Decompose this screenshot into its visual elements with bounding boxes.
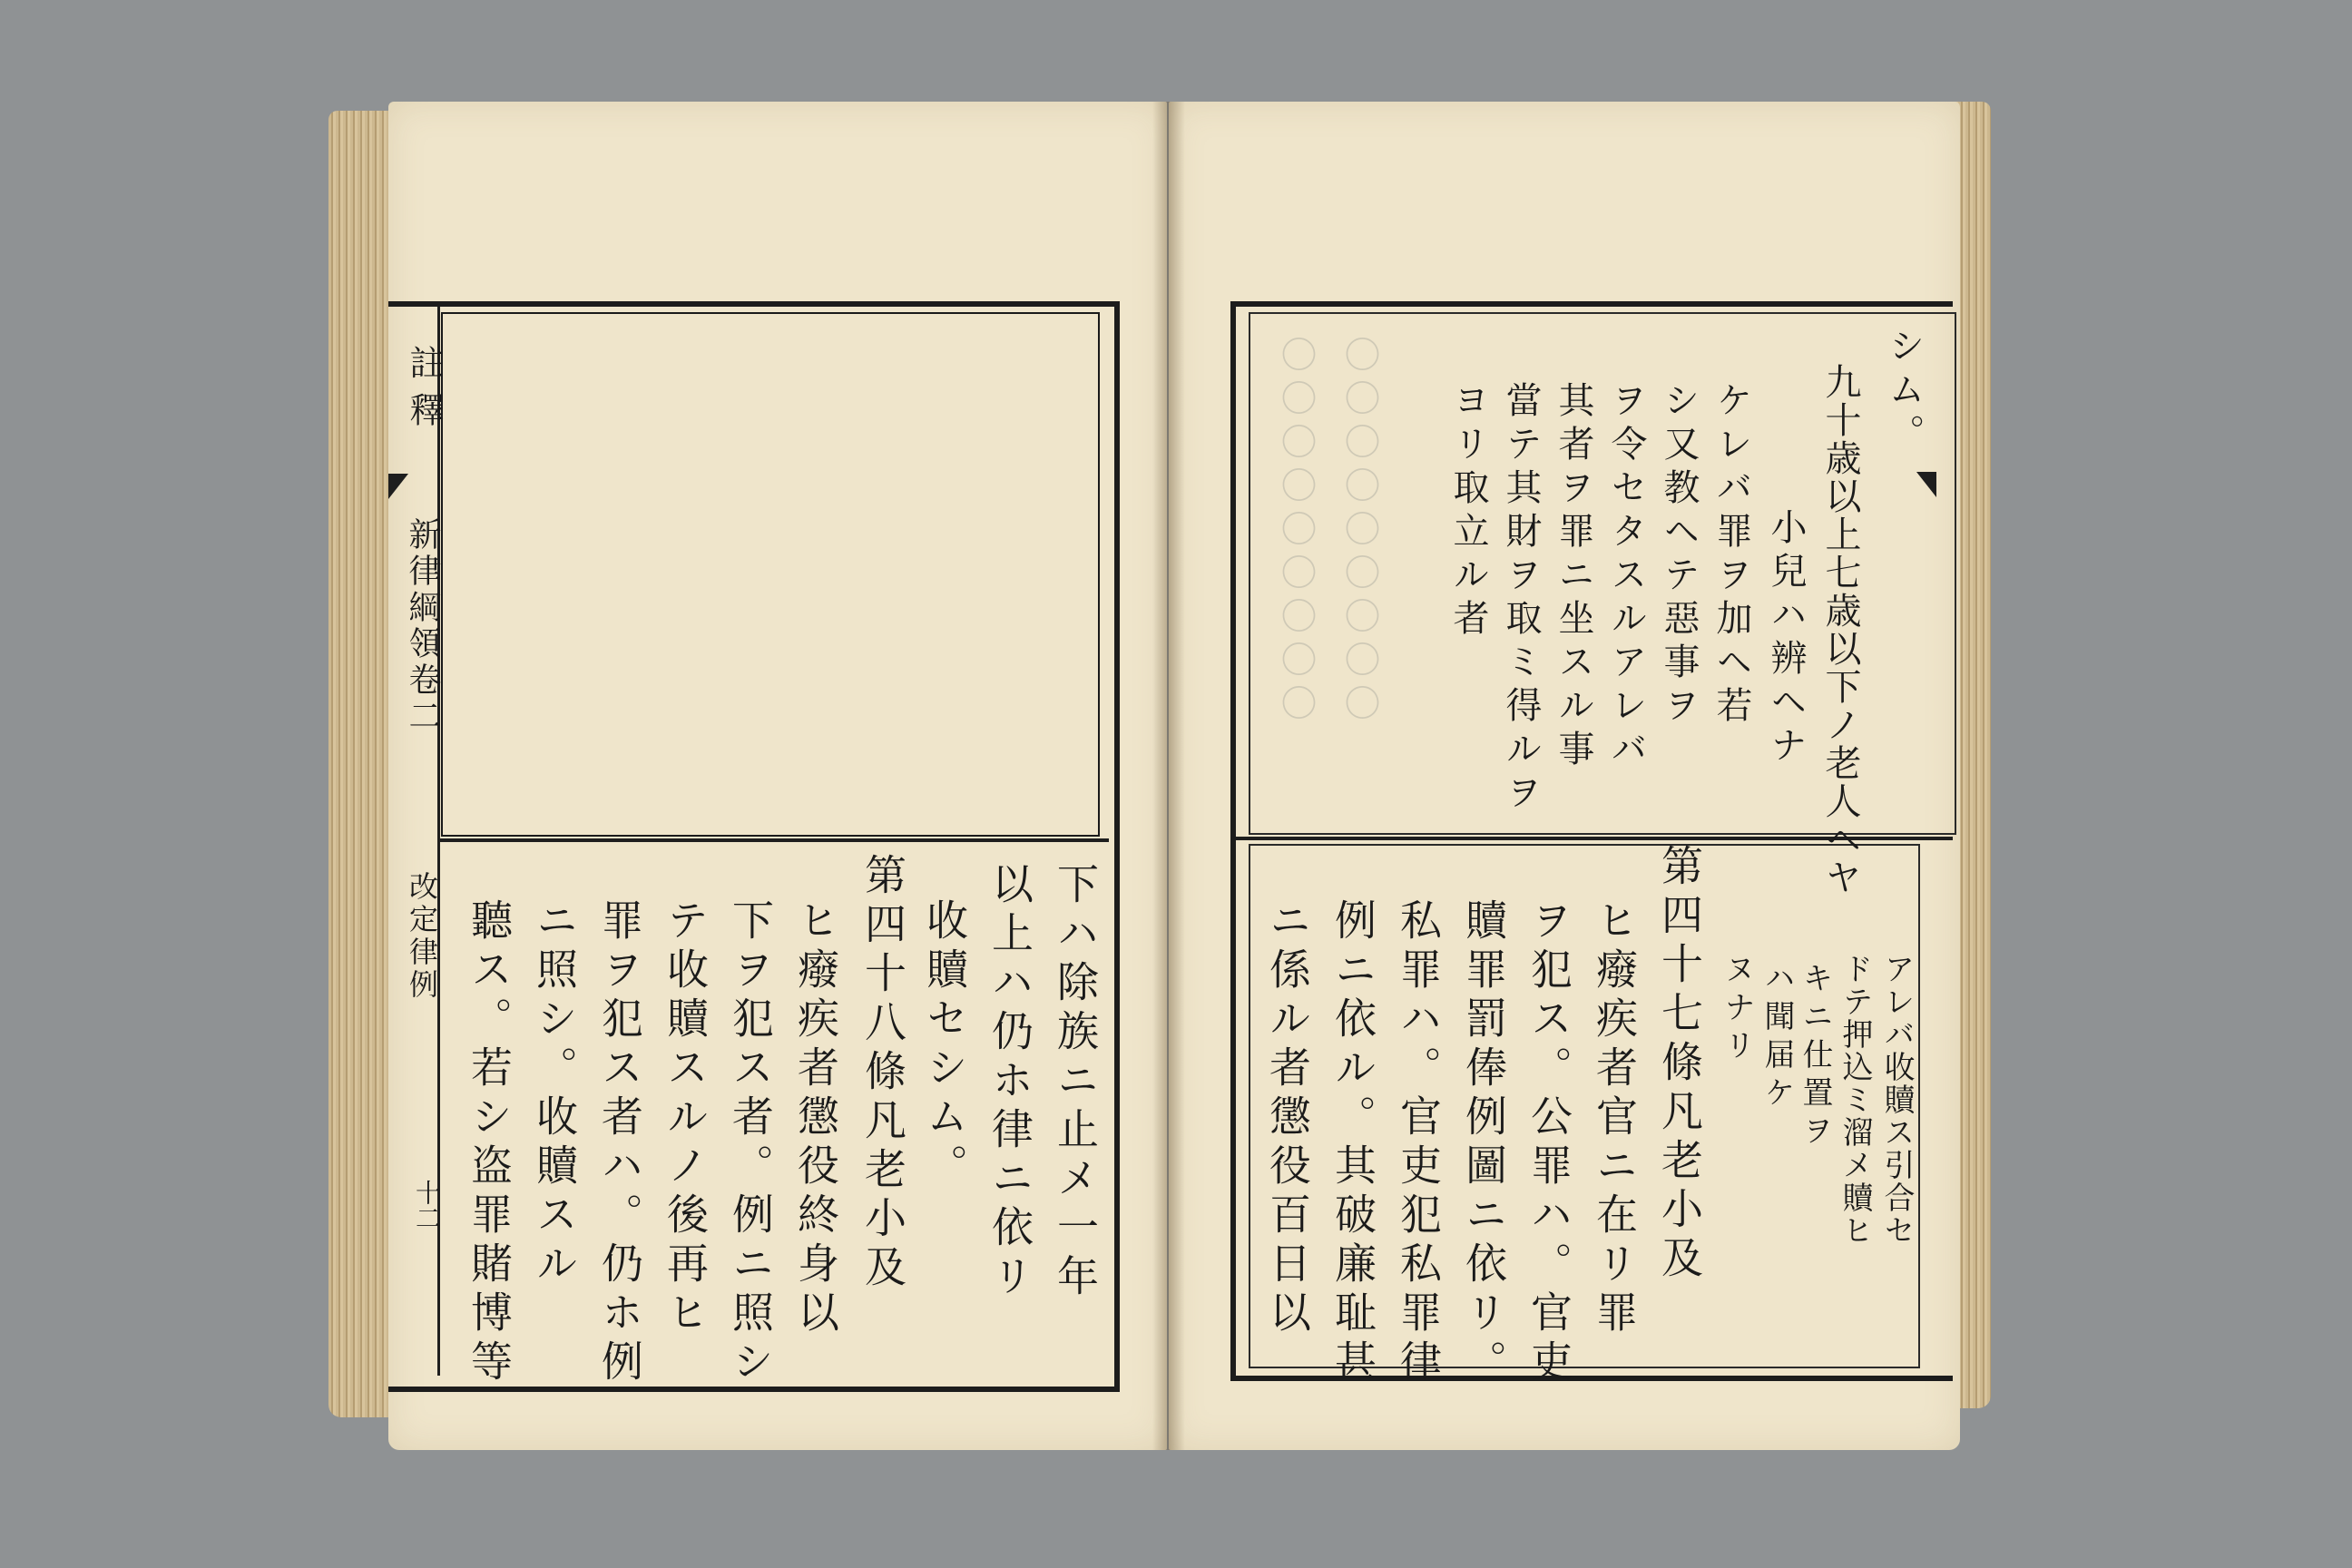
- left-text-column-10: 聽ス。若シ盗罪賭博等: [465, 898, 514, 1388]
- left-text-column-4: 第四十八條凡老小及: [858, 853, 907, 1294]
- right-lower-column-7: ニ係ル者懲役百日以: [1263, 898, 1312, 1339]
- right-lower-column-5: 私罪ハ。官吏犯私罪律: [1394, 898, 1443, 1388]
- right-lower-column-3: ヲ犯ス。公罪ハ。官吏: [1524, 898, 1573, 1388]
- right-lower-column-9: ハ聞届ケ: [1759, 962, 1795, 1114]
- left-text-column-1: 下ハ除族ニ止メ一年: [1051, 862, 1100, 1303]
- right-upper-column-3: 小兒ハ辨ヘナ: [1765, 508, 1807, 769]
- right-upper-column-1: シム。: [1883, 327, 1925, 457]
- right-upper-column-9: ヨリ取立ル者: [1447, 381, 1489, 642]
- show-through-text: 〇〇〇〇〇〇〇〇〇: [1275, 336, 1317, 728]
- left-text-column-8: 罪ヲ犯ス者ハ。仍ホ例: [595, 898, 644, 1388]
- spine-book-title: 新律綱領卷二: [404, 517, 441, 735]
- right-page-tab-marker: [1916, 472, 1936, 497]
- right-upper-column-7: 其者ヲ罪ニ坐スル事: [1553, 381, 1594, 773]
- left-page-tab-marker: [388, 474, 408, 499]
- right-lower-column-1: 第四十七條凡老小及: [1655, 844, 1704, 1285]
- spine-page-number: 十二: [412, 1180, 442, 1230]
- right-lower-column-12: アレバ收贖ス引合セ: [1878, 953, 1915, 1247]
- show-through-text: 〇〇〇〇〇〇〇〇〇: [1338, 336, 1380, 728]
- right-upper-column-6: ヲ令セタスルアレバ: [1605, 381, 1647, 773]
- left-text-column-3: 收贖セシム。: [920, 898, 969, 1192]
- right-lower-column-8: ヌナリ: [1719, 953, 1755, 1067]
- spine-section-label: 改定律例: [405, 871, 439, 1002]
- right-lower-column-10: キニ仕置ヲ: [1797, 962, 1833, 1152]
- left-text-column-9: ニ照シ。收贖スル: [530, 898, 579, 1290]
- right-upper-column-2: 九十歳以上七歳以下ノ老人ヘヤ: [1819, 363, 1861, 897]
- right-upper-column-4: ケレバ罪ヲ加ヘ若: [1710, 381, 1752, 730]
- left-middle-rule: [437, 838, 1109, 842]
- left-page-edges: [328, 111, 394, 1417]
- right-lower-column-2: ヒ癈疾者官ニ在リ罪: [1590, 898, 1639, 1339]
- left-text-column-6: 下ヲ犯ス者。例ニ照シ: [726, 898, 775, 1388]
- right-lower-column-6: 例ニ依ル。其破廉耻甚: [1328, 898, 1377, 1388]
- right-lower-column-4: 贖罪罰俸例圖ニ依リ。: [1459, 898, 1508, 1388]
- left-text-column-2: 以上ハ仍ホ律ニ依リ: [985, 862, 1034, 1303]
- right-upper-column-8: 當テ其財ヲ取ミ得ルヲ: [1500, 381, 1542, 817]
- left-blank-box: [441, 312, 1100, 837]
- left-text-column-7: テ收贖スルノ後再ヒ: [661, 898, 710, 1339]
- right-lower-column-11: ドテ押込ミ溜メ贖ヒ: [1837, 953, 1873, 1247]
- right-upper-column-5: シ又教ヘテ惡事ヲ: [1658, 381, 1700, 730]
- spine-annotation-label: 註釋: [404, 345, 444, 439]
- book-gutter: [1152, 102, 1185, 1450]
- left-text-column-5: ヒ癈疾者懲役終身以: [791, 898, 840, 1339]
